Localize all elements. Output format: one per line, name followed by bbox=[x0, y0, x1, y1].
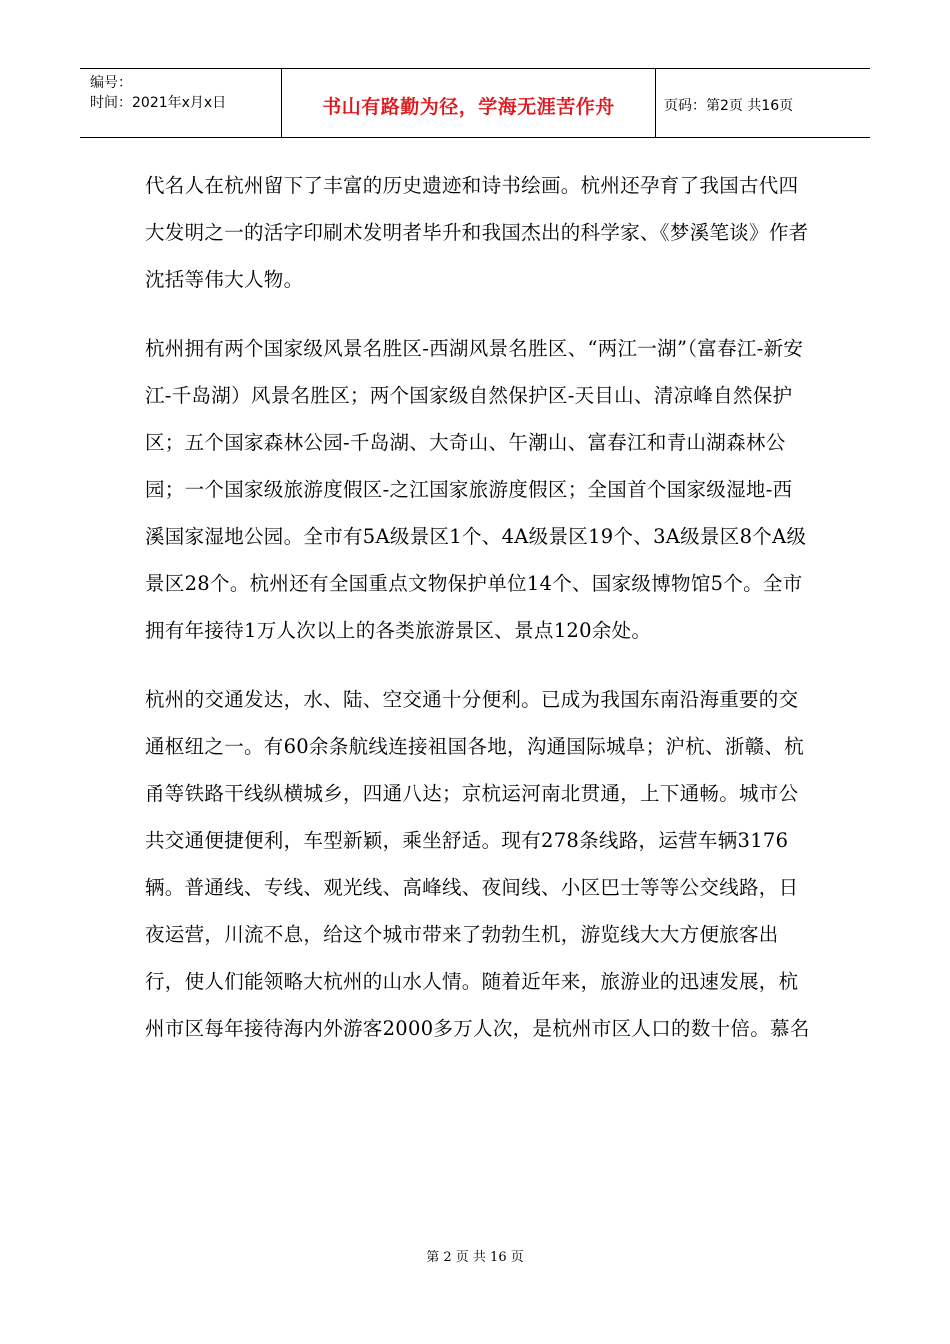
paragraph-history: 代名人在杭州留下了丰富的历史遗迹和诗书绘画。杭州还孕育了我国古代四大发明之一的活字印刷术发明者毕升和我国杰出的科学家、《梦溪笔谈》作者沈括等伟大人物。 bbox=[145, 174, 809, 291]
paragraph-scenic-areas: 杭州拥有两个国家级风景名胜区-西湖风景名胜区、“两江一湖”（富春江-新安江-千岛湖）风景名胜区；两个国家级自然保护区-天目山、清凉峰自然保护区；五个国家森林公园-千岛湖、大奇山、午潮山、富春江和青山湖森林公园；一个国家级旅游度假区-之江国家旅游度假区；全国首个国家级湿地-西溪国家湿地公园。全市有5A级景区1个、4A级景区19个、3A级景区8个A级景区28个。杭州还有全国重点文物保护单位14个、国家级博物馆5个。全市拥有年接待1万人次以上的各类旅游景区、景点120余处。 bbox=[145, 337, 807, 642]
header-page-cell bbox=[656, 69, 870, 137]
header-motto-cell bbox=[282, 69, 656, 137]
document-body bbox=[145, 162, 810, 1074]
page-footer bbox=[0, 1246, 950, 1265]
header-meta-cell bbox=[80, 69, 282, 137]
paragraph-transport: 杭州的交通发达，水、陆、空交通十分便利。已成为我国东南沿海重要的交通枢纽之一。有60余条航线连接祖国各地，沟通国际城阜；沪杭、浙赣、杭甬等铁路干线纵横城乡，四通八达；京杭运河南北贯通，上下通畅。城市公共交通便捷便利，车型新颖，乘坐舒适。现有278条线路，运营车辆3176辆。普通线、专线、观光线、高峰线、夜间线、小区巴士等等公交线路，日夜运营，川流不息，给这个城市带来了勃勃生机，游览线大大方便旅客出行，使人们能领略大杭州的山水人情。随着近年来，旅游业的迅速发展，杭州市区每年接待海内外游客2000多万人次，是杭州市区人口的数十倍。慕名 bbox=[145, 688, 810, 1040]
document-time-label: 时间：2021年x月x日 bbox=[90, 95, 227, 111]
page-header bbox=[80, 68, 870, 138]
document-number-label: 编号： bbox=[90, 75, 132, 91]
header-motto: 书山有路勤为径，学海无涯苦作舟 bbox=[322, 95, 615, 118]
footer-page-number: 第 2 页 共 16 页 bbox=[426, 1250, 524, 1265]
header-page-info: 页码：第2页 共16页 bbox=[664, 98, 794, 114]
